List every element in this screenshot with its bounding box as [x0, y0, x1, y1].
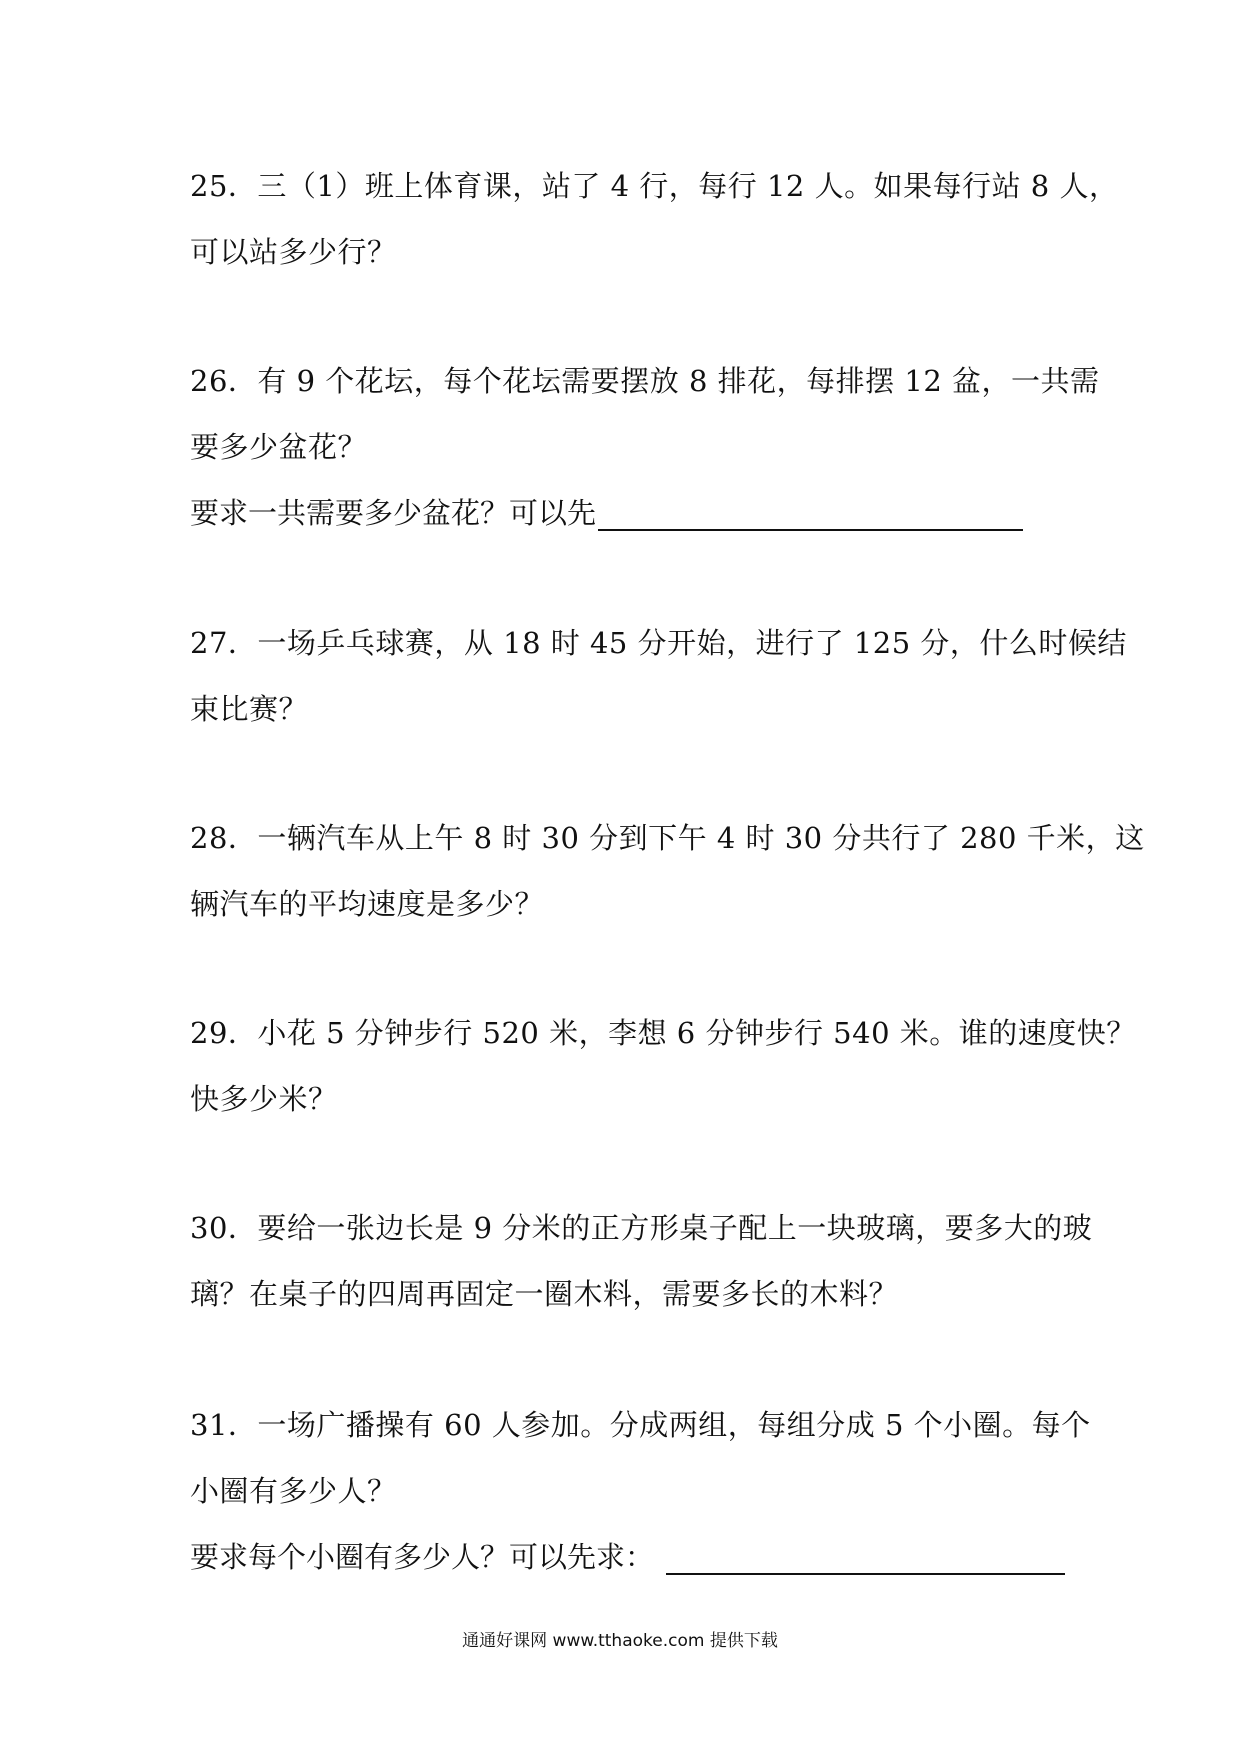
question-27-line-1: 27．一场乒乓球赛，从 18 时 45 分开始，进行了 125 分，什么时候结 — [190, 626, 1127, 660]
question-27 — [190, 625, 1127, 727]
question-30 — [190, 1210, 1093, 1312]
question-26-answer-blank[interactable] — [598, 499, 1023, 531]
question-28-line-1: 28．一辆汽车从上午 8 时 30 分到下午 4 时 30 分共行了 280 千米，这 — [190, 821, 1145, 855]
question-29-line-2: 快多少米？ — [190, 1082, 338, 1116]
question-31-line-1: 31．一场广播操有 60 人参加。分成两组，每组分成 5 个小圈。每个 — [190, 1408, 1091, 1442]
question-31-hint-text: 要求每个小圈有多少人？可以先求： — [190, 1540, 655, 1574]
question-27-line-2: 束比赛？ — [190, 692, 309, 726]
question-28 — [190, 820, 1145, 922]
question-26-hint-text: 要求一共需要多少盆花？可以先 — [190, 496, 597, 530]
question-31-line-2: 小圈有多少人？ — [190, 1474, 397, 1508]
question-26-line-1: 26．有 9 个花坛，每个花坛需要摆放 8 排花，每排摆 12 盆，一共需 — [190, 364, 1100, 398]
question-25-line-1: 25．三（1）班上体育课，站了 4 行，每行 12 人。如果每行站 8 人， — [190, 169, 1119, 203]
question-31 — [190, 1407, 1091, 1575]
question-30-line-1: 30．要给一张边长是 9 分米的正方形桌子配上一块玻璃，要多大的玻 — [190, 1211, 1093, 1245]
question-25 — [190, 168, 1119, 270]
question-25-line-2: 可以站多少行？ — [190, 235, 397, 269]
question-26 — [190, 363, 1100, 531]
question-29 — [190, 1015, 1136, 1117]
question-30-line-2: 璃？在桌子的四周再固定一圈木料，需要多长的木料？ — [190, 1277, 899, 1311]
page-footer: 通通好课网 www.tthaoke.com 提供下载 — [462, 1631, 778, 1651]
question-29-line-1: 29．小花 5 分钟步行 520 米，李想 6 分钟步行 540 米。谁的速度快？ — [190, 1016, 1136, 1050]
question-28-line-2: 辆汽车的平均速度是多少？ — [190, 887, 545, 921]
question-31-answer-blank[interactable] — [666, 1543, 1065, 1575]
question-26-hint — [190, 495, 1065, 531]
question-26-line-2: 要多少盆花？ — [190, 430, 368, 464]
question-31-hint — [190, 1539, 1065, 1575]
